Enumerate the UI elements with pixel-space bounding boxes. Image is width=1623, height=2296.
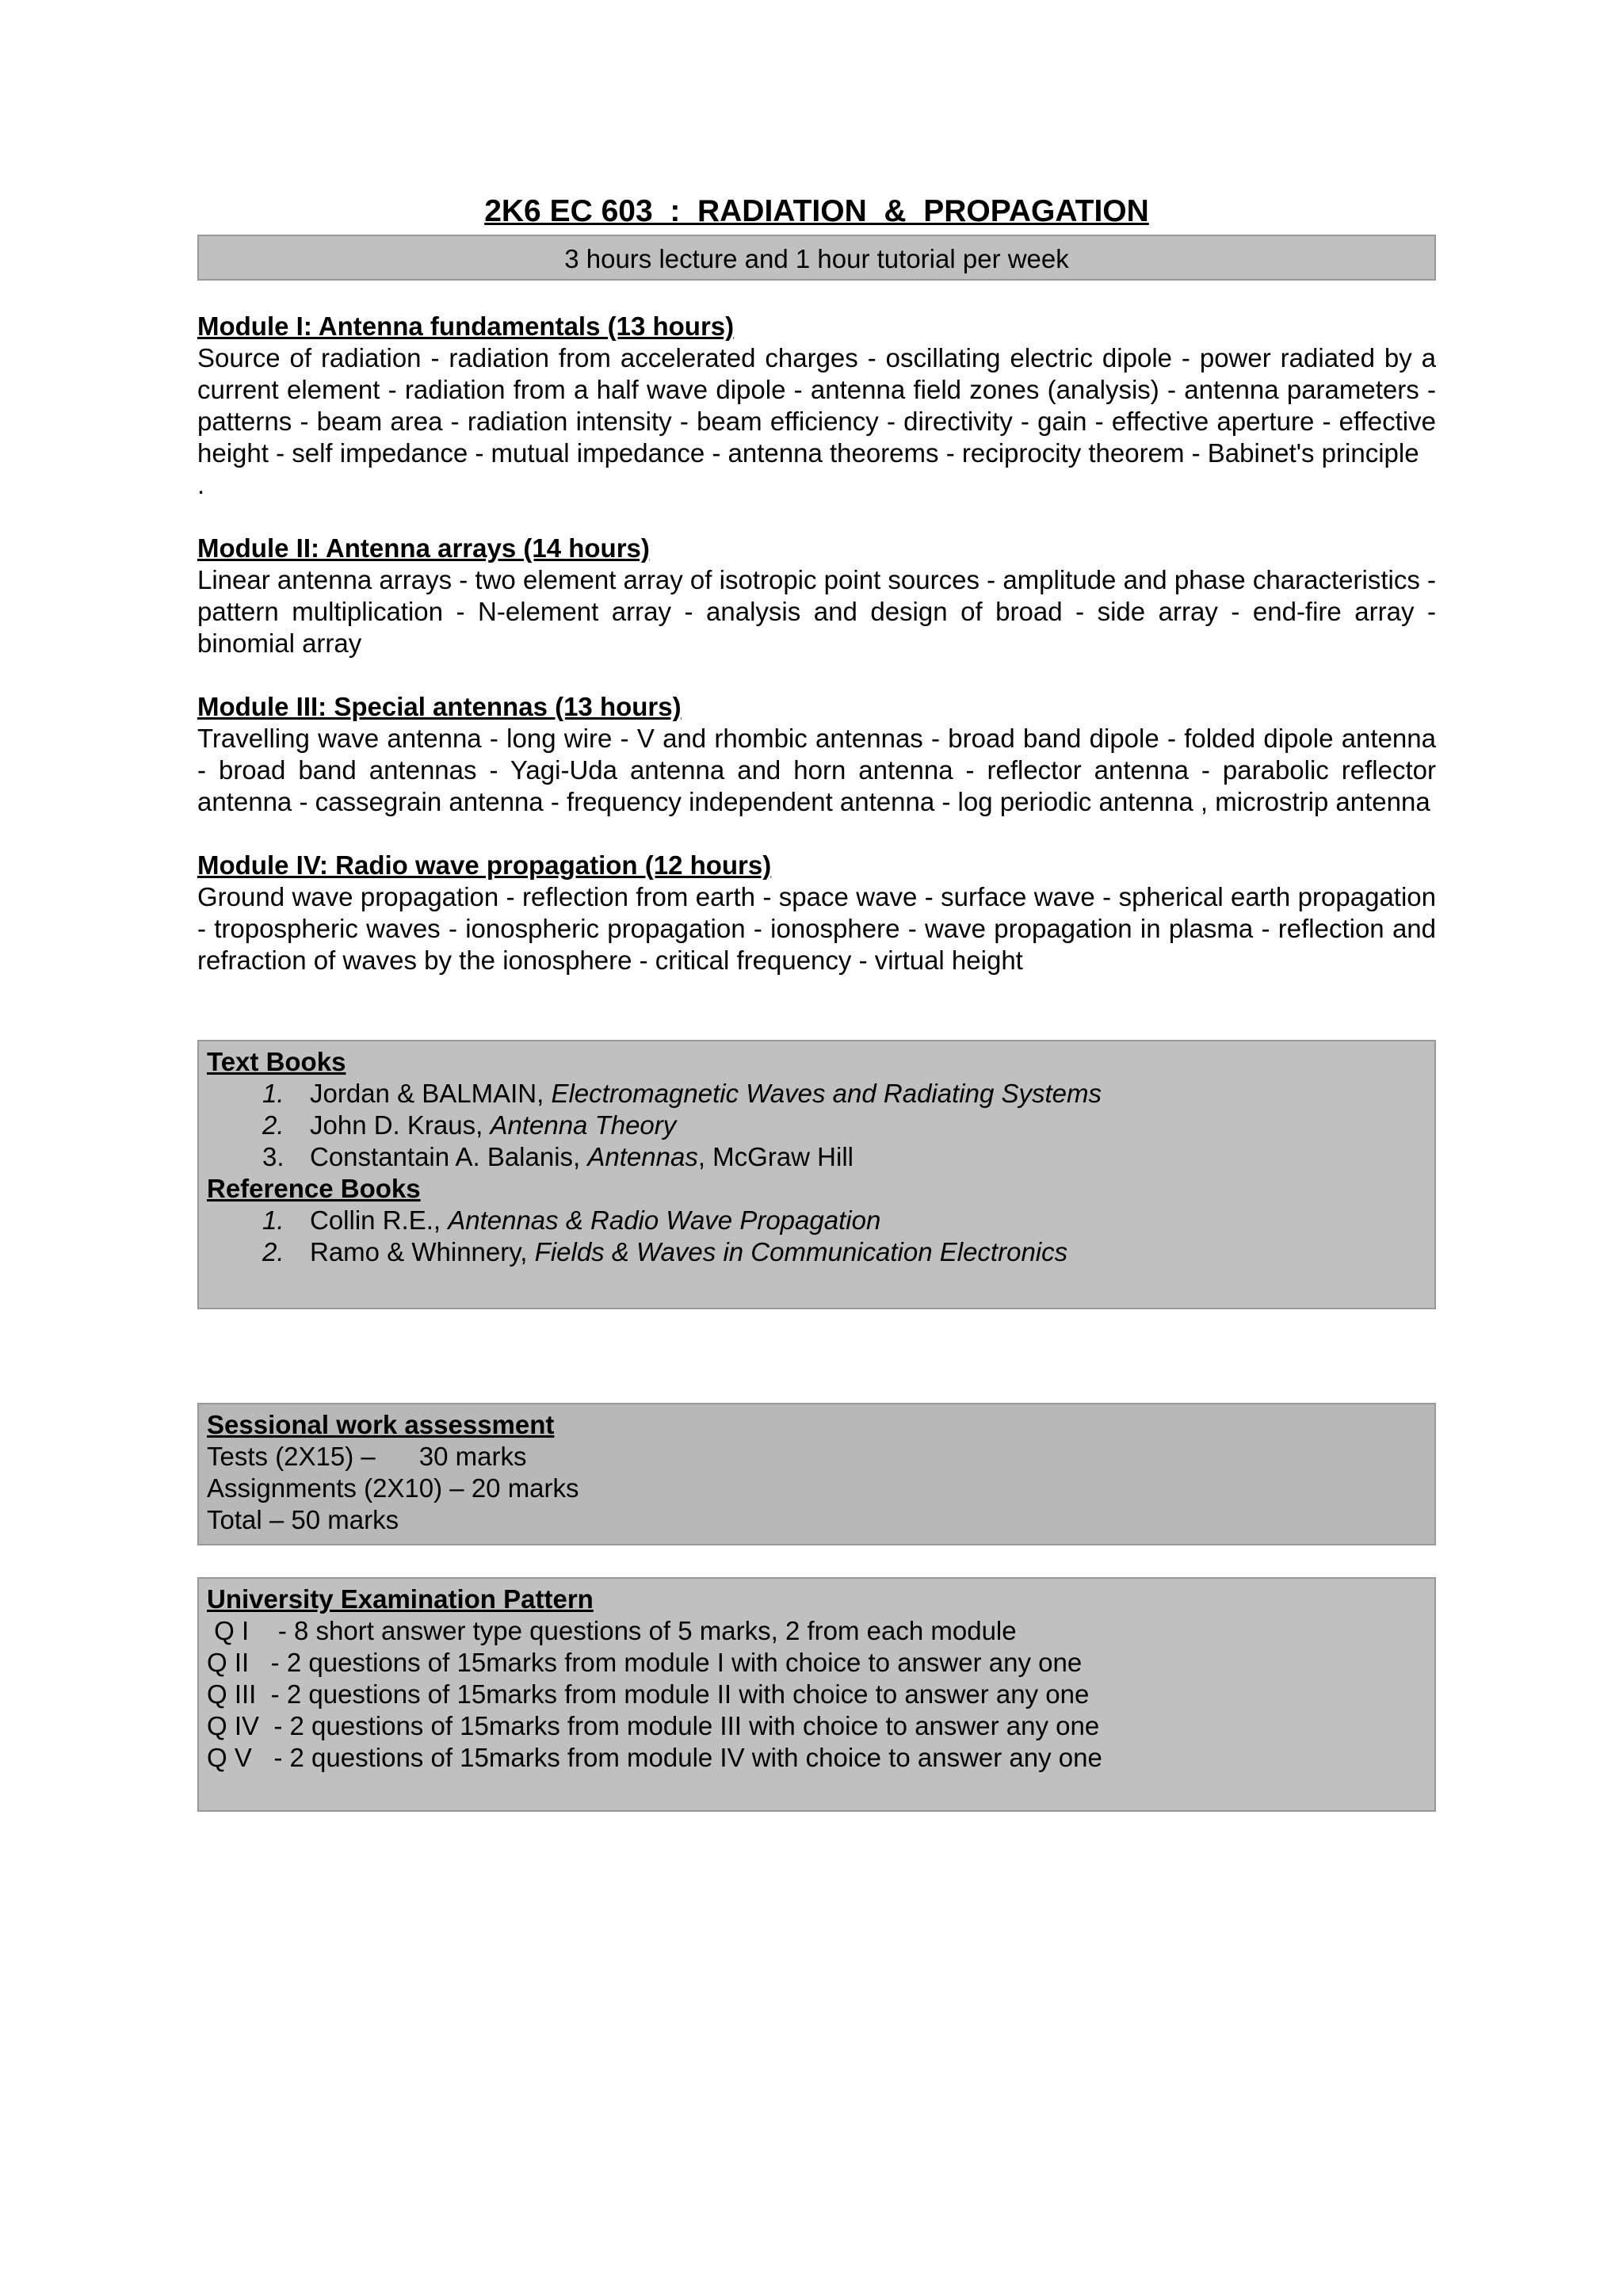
module-body: Source of radiation - radiation from accelerated charges - oscillating electric dipole - power radiated by a current element - radiation from a half wave dipole - antenna field zones (analysis) - antenna parameters - patterns - beam area - radiation intensity - beam efficiency - directivity - gain - effective aperture - effective height - self impedance - mutual impedance - antenna theorems - reciprocity theorem - Babinet's principle	[197, 343, 1436, 468]
exam-line: Q II - 2 questions of 15marks from module I with choice to answer any one	[207, 1648, 1083, 1677]
reference-books-heading: Reference Books	[207, 1174, 421, 1203]
text-books-heading: Text Books	[207, 1047, 346, 1076]
books-box	[197, 1040, 1436, 1309]
module-heading: Module II: Antenna arrays (14 hours)	[197, 533, 650, 563]
module-heading: Module III: Special antennas (13 hours)	[197, 692, 682, 721]
module-body: Linear antenna arrays - two element array of isotropic point sources - amplitude and phase characteristics - pattern multiplication - N-element array - analysis and design of broad - side array - end-fire array - binomial array	[197, 565, 1436, 658]
exam-line: Q I - 8 short answer type questions of 5 marks, 2 from each module	[207, 1616, 1017, 1645]
sessional-line: Tests (2X15) – 30 marks	[207, 1442, 527, 1471]
hours-bar: 3 hours lecture and 1 hour tutorial per week	[197, 235, 1436, 281]
text-book-item: 3. Constantain A. Balanis, Antennas, McGraw Hill	[262, 1142, 854, 1171]
exam-line: Q IV - 2 questions of 15marks from module III with choice to answer any one	[207, 1711, 1100, 1740]
text-book-item: 1. Jordan & BALMAIN, Electromagnetic Waves and Radiating Systems	[262, 1079, 1102, 1108]
sessional-line: Total – 50 marks	[207, 1505, 399, 1534]
sessional-line: Assignments (2X10) – 20 marks	[207, 1473, 579, 1503]
module-heading: Module I: Antenna fundamentals (13 hours)	[197, 311, 735, 341]
module-3	[197, 691, 1436, 818]
text-book-item: 2. John D. Kraus, Antenna Theory	[262, 1110, 677, 1140]
module-trailer: .	[197, 470, 205, 499]
exam-line: Q V - 2 questions of 15marks from module IV with choice to answer any one	[207, 1743, 1102, 1772]
sessional-box	[197, 1403, 1436, 1545]
module-body: Ground wave propagation - reflection from earth - space wave - surface wave - spherical earth propagation - tropospheric waves - ionospheric propagation - ionosphere - wave propagation in plasma - reflection and refraction of waves by the ionosphere - critical frequency - virtual height	[197, 882, 1436, 975]
course-title: 2K6 EC 603 : RADIATION & PROPAGATION	[484, 194, 1149, 228]
module-heading: Module IV: Radio wave propagation (12 hours)	[197, 850, 772, 880]
exam-heading: University Examination Pattern	[207, 1584, 594, 1614]
module-1	[197, 311, 1436, 501]
exam-line: Q III - 2 questions of 15marks from module II with choice to answer any one	[207, 1679, 1090, 1709]
exam-pattern-box	[197, 1577, 1436, 1812]
reference-book-item: 1. Collin R.E., Antennas & Radio Wave Propagation	[262, 1205, 881, 1235]
module-2	[197, 533, 1436, 659]
sessional-heading: Sessional work assessment	[207, 1410, 555, 1439]
module-body: Travelling wave antenna - long wire - V and rhombic antennas - broad band dipole - folded dipole antenna - broad band antennas - Yagi-Uda antenna and horn antenna - reflector antenna - parabolic reflector antenna - cassegrain antenna - frequency independent antenna - log periodic antenna , microstrip antenna	[197, 724, 1436, 816]
module-4	[197, 850, 1436, 976]
syllabus-page	[197, 193, 1436, 1812]
reference-book-item: 2. Ramo & Whinnery, Fields & Waves in Communication Electronics	[262, 1237, 1068, 1266]
